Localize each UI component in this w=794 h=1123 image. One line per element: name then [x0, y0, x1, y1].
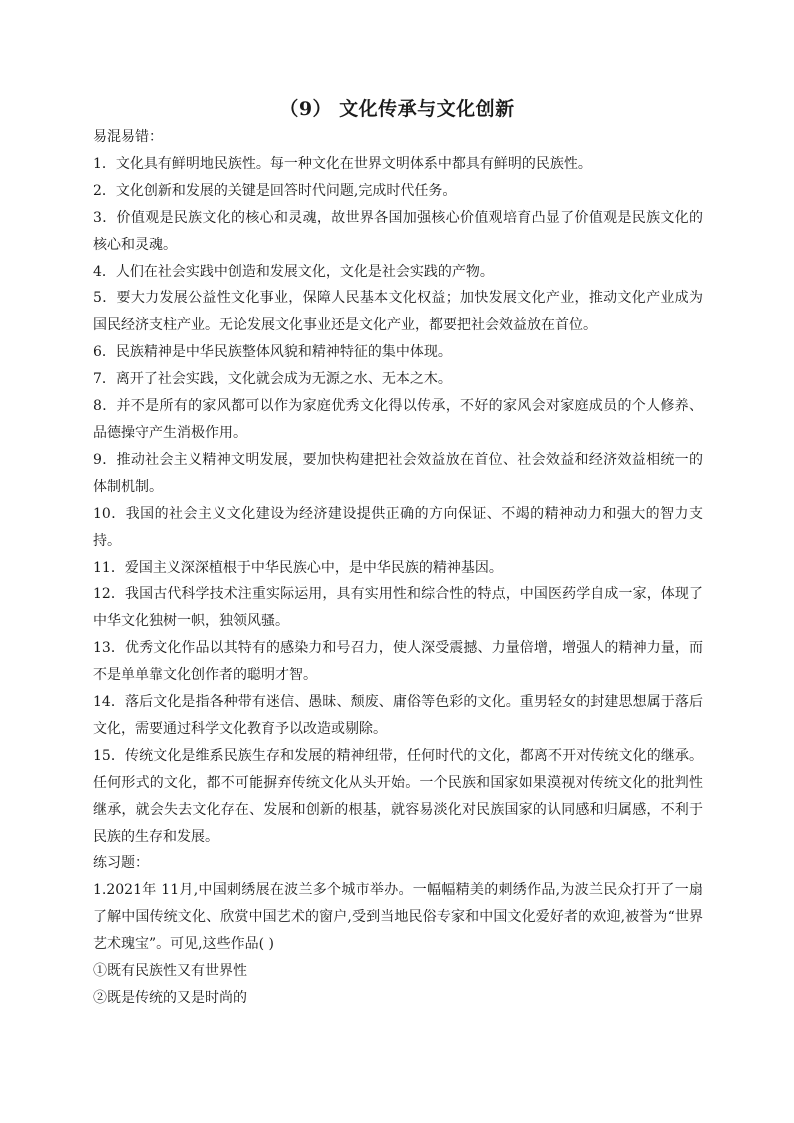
- list-item: 3．价值观是民族文化的核心和灵魂，故世界各国加强核心价值观培育凸显了价值观是民族文化的核心和灵魂。: [93, 209, 703, 253]
- document-title: （9） 文化传承与文化创新: [279, 98, 515, 120]
- list-item: 5．要大力发展公益性文化事业，保障人民基本文化权益；加快发展文化产业，推动文化产业成为国民经济支柱产业。无论发展文化事业还是文化产业，都要把社会效益放在首位。: [93, 290, 703, 334]
- list-item: 2．文化创新和发展的关键是回答时代问题,完成时代任务。: [93, 182, 457, 199]
- document-body: [93, 124, 703, 1012]
- list-item: 7．离开了社会实践，文化就会成为无源之水、无本之木。: [93, 371, 452, 388]
- question-option: ①既有民族性又有世界性: [93, 963, 247, 980]
- question-option: ②既是传统的又是时尚的: [93, 990, 247, 1006]
- list-item: 8．并不是所有的家风都可以作为家庭优秀文化得以传承，不好的家风会对家庭成员的个人修养、品德操守产生消极作用。: [93, 398, 703, 441]
- list-item: 11．爱国主义深深植根于中华民族心中，是中华民族的精神基因。: [93, 559, 503, 576]
- section-heading-exercises: 练习题：: [93, 855, 149, 872]
- list-item: 12．我国古代科学技术注重实际运用，具有实用性和综合性的特点，中国医药学自成一家，体现了中华文化独树一帜，独领风骚。: [93, 586, 703, 630]
- list-item: 14．落后文化是指各种带有迷信、愚昧、颓废、庸俗等色彩的文化。重男轻女的封建思想属于落后文化，需要通过科学文化教育予以改造或剔除。: [93, 694, 703, 737]
- section-heading-confusions: 易混易错：: [93, 129, 163, 145]
- question-text: 1.2021年 11月,中国刺绣展在波兰多个城市举办。一幅幅精美的刺绣作品,为波兰民众打开了一扇了解中国传统文化、欣赏中国艺术的窗户,受到当地民俗专家和中国文化爱好者的欢迎,被誉为“世界艺术瑰宝”。可见,这些作品( ): [93, 882, 703, 953]
- list-item: 15．传统文化是维系民族生存和发展的精神纽带，任何时代的文化，都离不开对传统文化的继承。任何形式的文化，都不可能摒弃传统文化从头开始。一个民族和国家如果漠视对传统文化的批判性继承，就会失去文化存在、发展和创新的根基，就容易淡化对民族国家的认同感和归属感，不利于民族的生存和发展。: [93, 747, 703, 845]
- list-item: 10．我国的社会主义文化建设为经济建设提供正确的方向保证、不竭的精神动力和强大的智力支持。: [93, 505, 703, 549]
- list-item: 13．优秀文化作品以其特有的感染力和号召力，使人深受震撼、力量倍增，增强人的精神力量，而不是单单靠文化创作者的聪明才智。: [93, 640, 703, 684]
- list-item: 1．文化具有鲜明地民族性。每一种文化在世界文明体系中都具有鲜明的民族性。: [93, 155, 592, 172]
- list-item: 4．人们在社会实践中创造和发展文化，文化是社会实践的产物。: [93, 263, 494, 280]
- list-item: 6．民族精神是中华民族整体风貌和精神特征的集中体现。: [93, 344, 452, 361]
- list-item: 9．推动社会主义精神文明发展，要加快构建把社会效益放在首位、社会效益和经济效益相统一的体制机制。: [93, 451, 703, 495]
